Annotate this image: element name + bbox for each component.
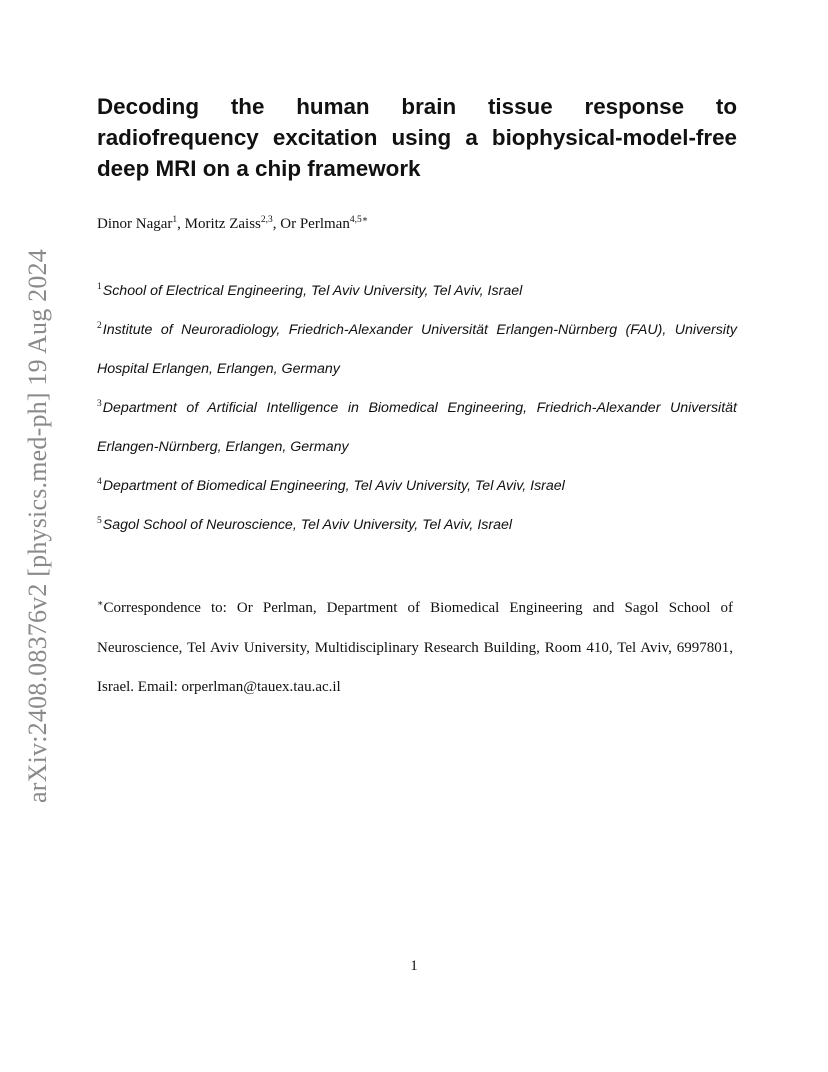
affiliation-number: 5 [97, 516, 102, 526]
affiliation-number: 1 [97, 282, 102, 292]
correspondence-marker: ∗ [97, 599, 104, 609]
arxiv-identifier-stamp [8, 236, 68, 816]
affiliation-number: 3 [97, 399, 102, 409]
correspondence-text: Correspondence to: Or Perlman, Department of Biomedical Engineering and Sagol School of Neuroscience, Tel Aviv University, Multidisciplinary Research Building, Room 410, Tel Aviv, 6997801, Israel. Email: orperlman@tauex.tau.ac.il [97, 600, 733, 695]
affiliation-item [97, 272, 737, 311]
author-affiliation-marker: 1 [172, 215, 178, 225]
author-name: Dinor Nagar [97, 216, 173, 232]
author-name: Or Perlman [280, 216, 350, 232]
paper-title: Decoding the human brain tissue response to radiofrequency excitation using a biophysical-model-free deep MRI on a chip framework [97, 94, 737, 181]
affiliation-number: 4 [97, 477, 102, 487]
affiliation-text: School of Electrical Engineering, Tel Aviv University, Tel Aviv, Israel [102, 283, 523, 299]
affiliation-number: 2 [97, 321, 102, 331]
affiliation-item [97, 389, 737, 467]
affiliation-text: Sagol School of Neuroscience, Tel Aviv University, Tel Aviv, Israel [102, 517, 513, 533]
affiliation-text: Department of Biomedical Engineering, Tel Aviv University, Tel Aviv, Israel [102, 478, 565, 494]
affiliation-item [97, 506, 737, 545]
affiliation-item [97, 467, 737, 506]
author-affiliation-marker: 2,3 [260, 215, 273, 225]
affiliation-text: Department of Artificial Intelligence in Biomedical Engineering, Friedrich-Alexander Universität Erlangen-Nürnberg, Erlangen, Germany [97, 400, 737, 455]
author-name: Moritz Zaiss [184, 216, 261, 232]
author-list: Dinor Nagar$^1$, Moritz Zaiss$^{2,3}$, Or Perlman$^{4,5∗}$ [97, 215, 369, 232]
affiliation-text: Institute of Neuroradiology, Friedrich-Alexander Universität Erlangen-Nürnberg (FAU), University Hospital Erlangen, Erlangen, Germany [97, 322, 737, 377]
arxiv-identifier-text: arXiv:2408.08376v2 [physics.med-ph] 19 Aug 2024 [23, 249, 52, 803]
correspondence-note [97, 589, 733, 708]
author-affiliation-marker: 4,5∗ [349, 215, 369, 225]
affiliation-item [97, 311, 737, 389]
page-number: 1 [410, 958, 418, 974]
